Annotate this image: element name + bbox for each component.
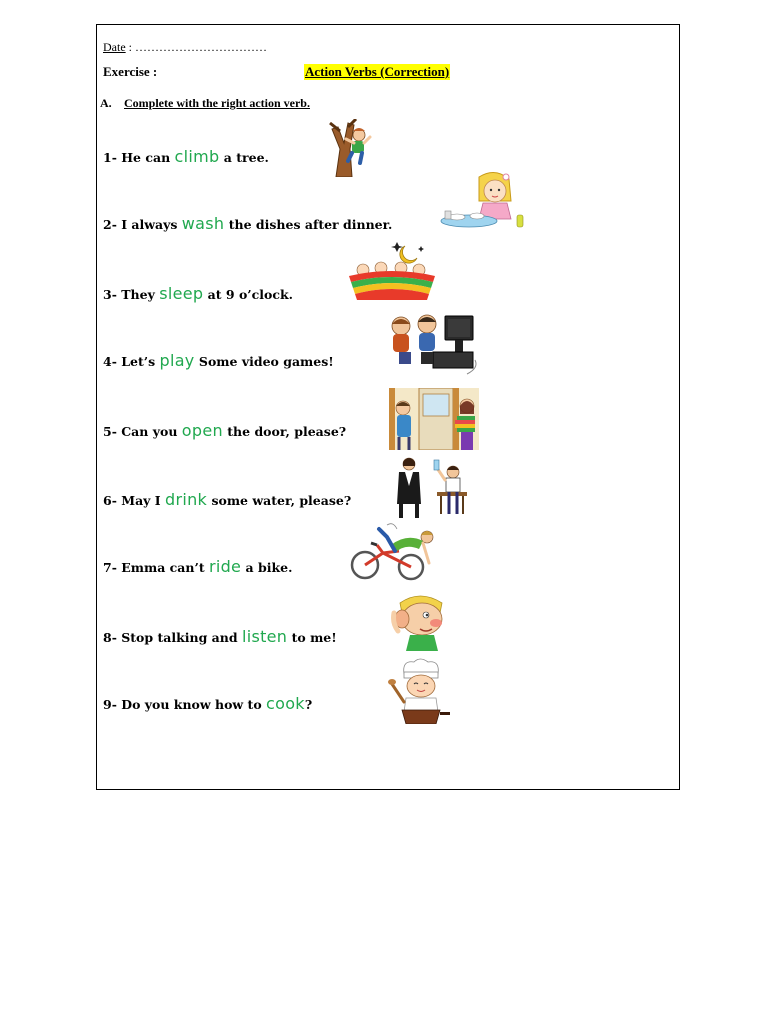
sentence-4 xyxy=(103,351,334,370)
bike-fall-icon xyxy=(347,523,439,581)
sentence-suffix: some water, please? xyxy=(207,493,352,508)
sentence-prefix: 9- Do you know how to xyxy=(103,697,267,712)
exercise-label: Exercise : xyxy=(103,64,158,79)
sentence-prefix: 8- Stop talking and xyxy=(103,630,242,645)
date-label: Date xyxy=(103,40,126,54)
answer-verb: open xyxy=(181,421,223,440)
answer-verb: sleep xyxy=(159,284,204,303)
sentence-prefix: 1- He can xyxy=(103,150,175,165)
section-heading xyxy=(100,96,310,111)
section-instruction: Complete with the right action verb. xyxy=(124,96,310,110)
answer-verb: cook xyxy=(266,694,305,713)
sentence-suffix: to me! xyxy=(287,630,337,645)
drink-water-icon xyxy=(391,456,471,518)
washing-dishes-icon xyxy=(439,167,525,233)
open-door-icon xyxy=(389,388,479,450)
sentence-suffix: a tree. xyxy=(219,150,269,165)
answer-verb: play xyxy=(159,351,195,370)
sentence-8 xyxy=(103,627,337,646)
answer-verb: drink xyxy=(165,490,208,509)
sentence-prefix: 7- Emma can’t xyxy=(103,560,209,575)
sentence-prefix: 4- Let’s xyxy=(103,354,160,369)
sentence-suffix: ? xyxy=(304,697,313,712)
sentence-7 xyxy=(103,557,292,576)
answer-verb: climb xyxy=(174,147,220,166)
answer-verb: wash xyxy=(181,214,225,233)
sentence-1 xyxy=(103,147,269,166)
sentence-prefix: 3- They xyxy=(103,287,160,302)
sleeping-kids-icon xyxy=(347,236,437,300)
sentence-9 xyxy=(103,694,312,713)
sentence-prefix: 2- I always xyxy=(103,217,182,232)
worksheet xyxy=(96,24,680,790)
answer-verb: ride xyxy=(208,557,242,576)
listening-boy-icon xyxy=(390,593,450,651)
sentence-3 xyxy=(103,284,293,303)
sentence-suffix: Some video games! xyxy=(194,354,334,369)
video-games-icon xyxy=(387,312,481,376)
answer-verb: listen xyxy=(241,627,288,646)
page-title: Action Verbs (Correction) xyxy=(305,64,450,79)
sentence-prefix: 6- May I xyxy=(103,493,165,508)
date-line xyxy=(103,40,267,55)
date-blank: : …………………………… xyxy=(125,40,267,54)
sentence-suffix: the dishes after dinner. xyxy=(224,217,393,232)
sentence-prefix: 5- Can you xyxy=(103,424,182,439)
chef-cooking-icon xyxy=(388,658,452,724)
section-letter: A. xyxy=(100,96,112,110)
sentence-suffix: a bike. xyxy=(241,560,293,575)
sentence-5 xyxy=(103,421,346,440)
sentence-suffix: at 9 o’clock. xyxy=(203,287,293,302)
climbing-tree-icon xyxy=(326,119,374,177)
sentence-suffix: the door, please? xyxy=(222,424,347,439)
sentence-6 xyxy=(103,490,351,509)
sentence-2 xyxy=(103,214,392,233)
